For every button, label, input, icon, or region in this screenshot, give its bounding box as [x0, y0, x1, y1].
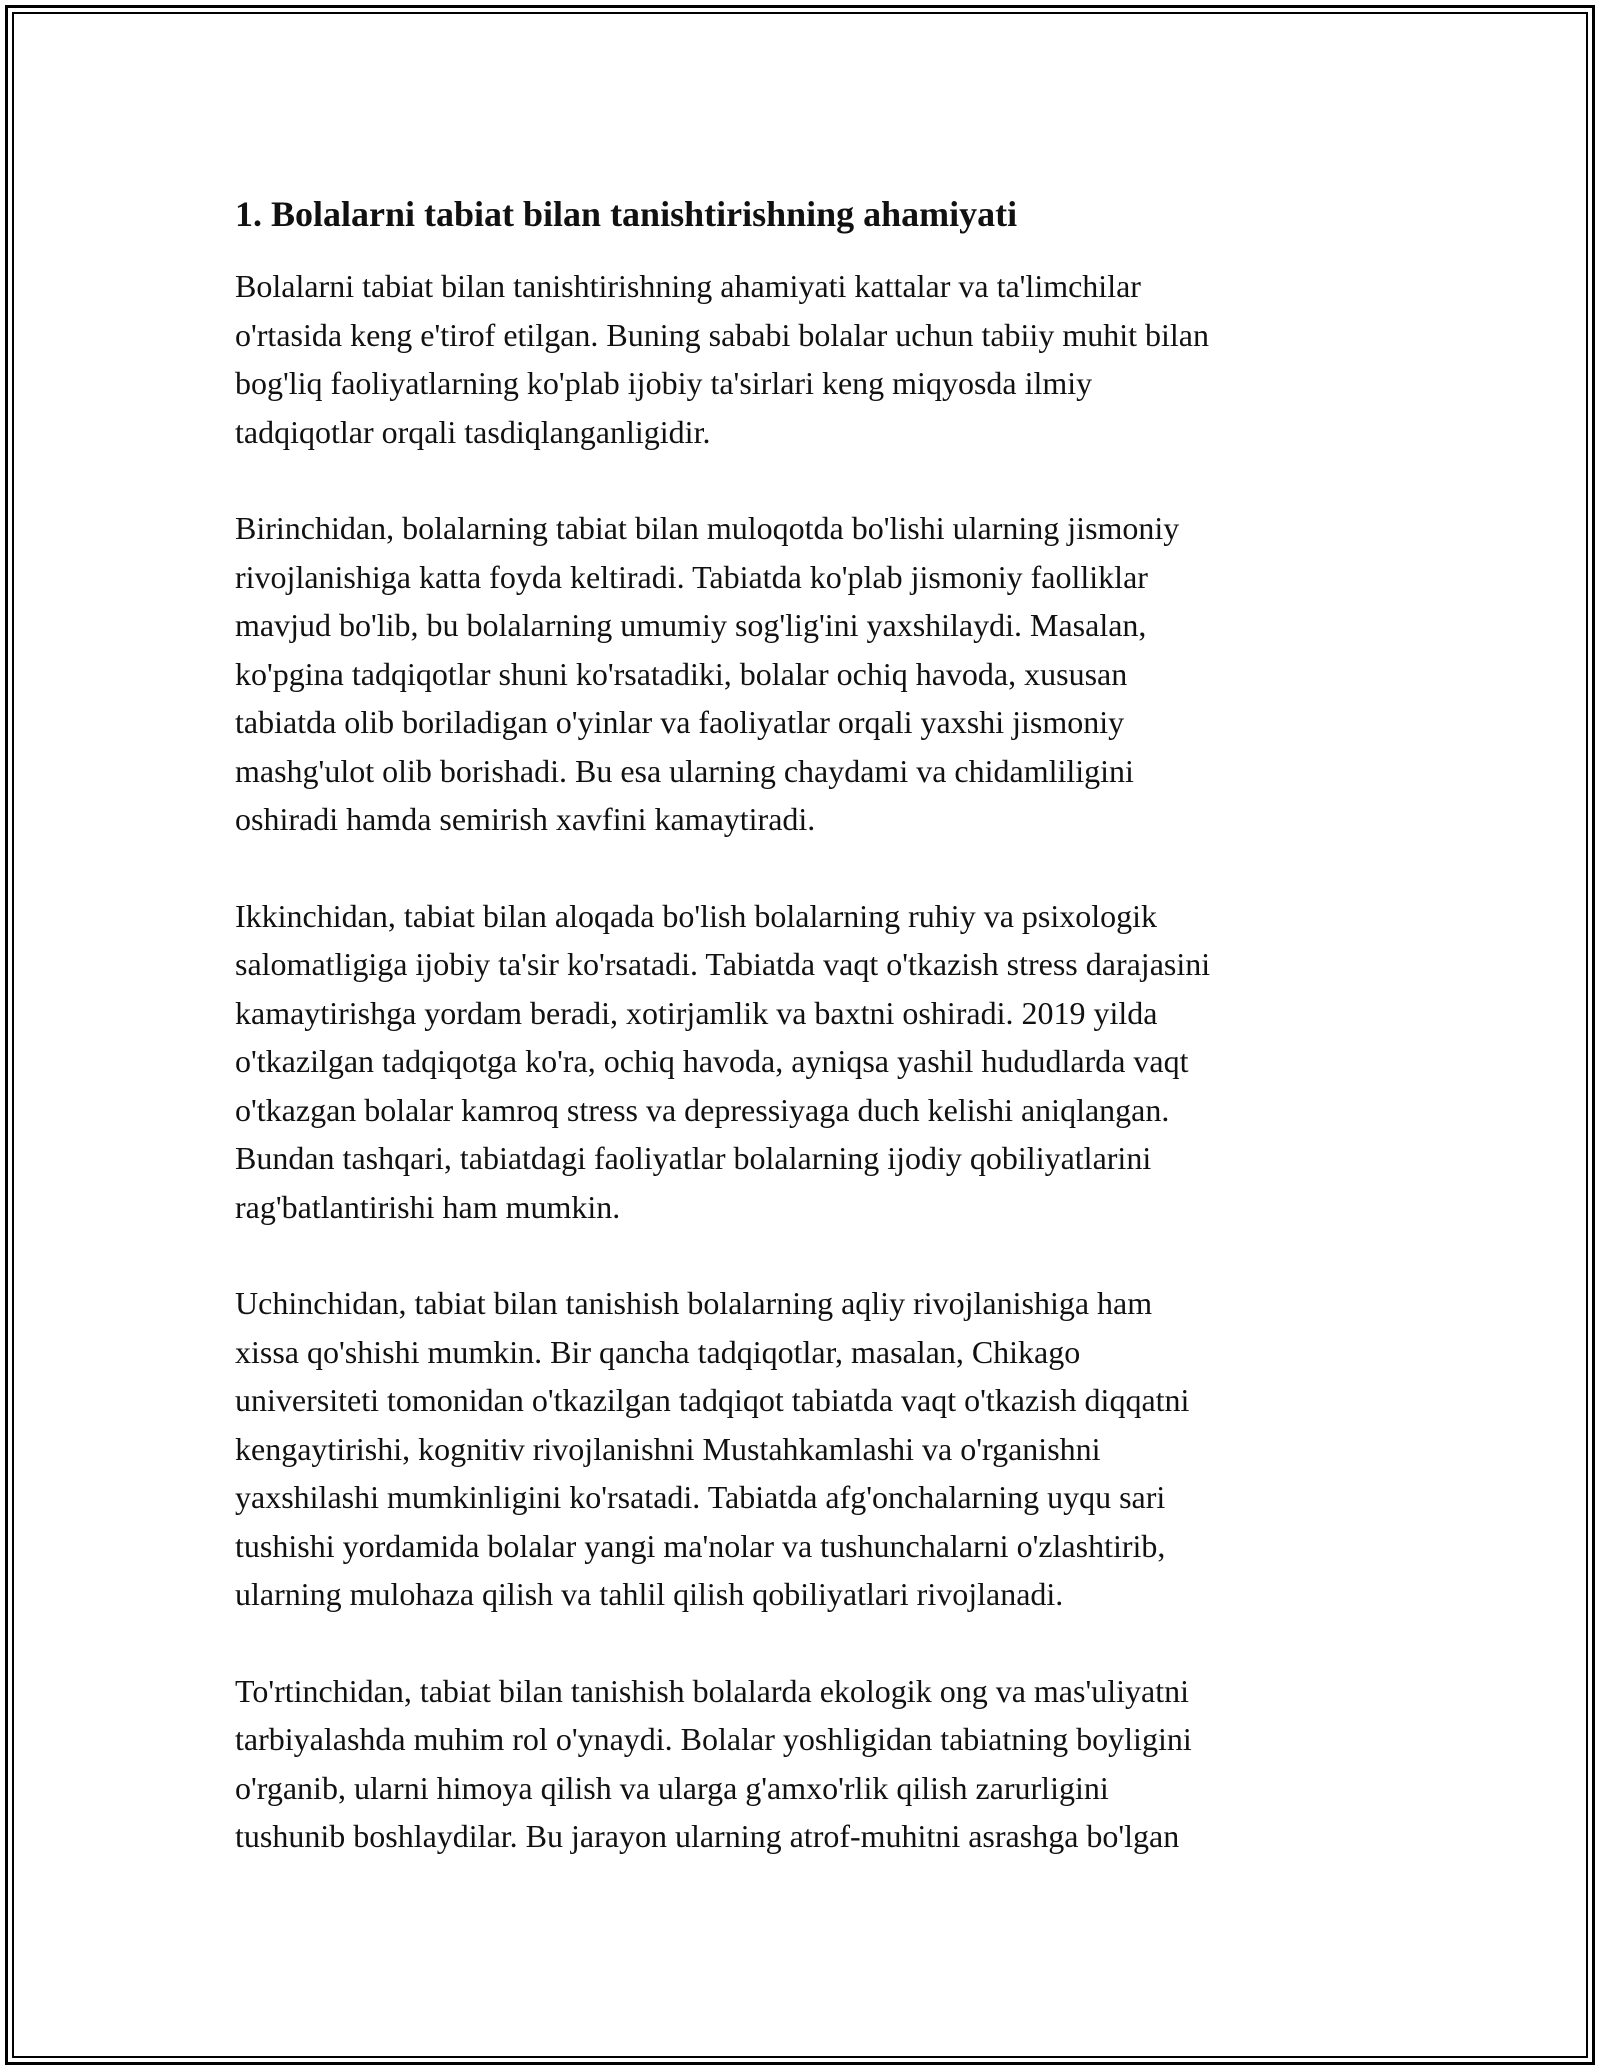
- paragraph-line: tabiatda olib boriladigan o'yinlar va faoliyatlar orqali yaxshi jismoniy: [235, 704, 1125, 740]
- paragraph-line: kamaytirishga yordam beradi, xotirjamlik va baxtni oshiradi. 2019 yilda: [235, 994, 1158, 1031]
- paragraph-line: mavjud bo'lib, bu bolalarning umumiy sog'lig'ini yaxshilaydi. Masalan,: [235, 607, 1147, 643]
- paragraph-line: o'tkazilgan tadqiqotga ko'ra, ochiq havoda, ayniqsa yashil hududlarda vaqt: [235, 1043, 1189, 1079]
- paragraph-line: ko'pgina tadqiqotlar shuni ko'rsatadiki, bolalar ochiq havoda, xususan: [235, 655, 1128, 692]
- paragraph-line: tushunib boshlaydilar. Bu jarayon ularning atrof-muhitni asrashga bo'lgan: [235, 1818, 1180, 1854]
- paragraph: [235, 504, 1365, 844]
- paragraph-spacer: [235, 1619, 1365, 1667]
- paragraph-spacer: [235, 844, 1365, 892]
- paragraph-line: universiteti tomonidan o'tkazilgan tadqiqot tabiatda vaqt o'tkazish diqqatni: [235, 1382, 1190, 1418]
- document-body: [235, 188, 1365, 1861]
- paragraph-line: ularning mulohaza qilish va tahlil qilish qobiliyatlari rivojlanadi.: [235, 1576, 1064, 1612]
- paragraph-line: Bolalarni tabiat bilan tanishtirishning ahamiyati kattalar va ta'limchilar: [235, 268, 1141, 304]
- paragraph: [235, 892, 1365, 1232]
- paragraph-line: o'tkazgan bolalar kamroq stress va depressiyaga duch kelishi aniqlangan.: [235, 1091, 1170, 1128]
- paragraph-line: Uchinchidan, tabiat bilan tanishish bolalarning aqliy rivojlanishiga ham: [235, 1285, 1153, 1321]
- paragraph-line: tushishi yordamida bolalar yangi ma'nolar va tushunchalarni o'zlashtirib,: [235, 1527, 1166, 1564]
- paragraph-line: rag'batlantirishi ham mumkin.: [235, 1188, 621, 1225]
- paragraph: [235, 262, 1365, 456]
- paragraph-line: yaxshilashi mumkinligini ko'rsatadi. Tabiatda afg'onchalarning uyqu sari: [235, 1479, 1166, 1515]
- paragraph-line: o'rtasida keng e'tirof etilgan. Buning sababi bolalar uchun tabiiy muhit bilan: [235, 316, 1209, 353]
- paragraph: [235, 1279, 1365, 1619]
- paragraph-line: tarbiyalashda muhim rol o'ynaydi. Bolalar yoshligidan tabiatning boyligini: [235, 1721, 1192, 1757]
- paragraph-spacer: [235, 1231, 1365, 1279]
- paragraph-line: o'rganib, ularni himoya qilish va ularga g'amxo'rlik qilish zarurligini: [235, 1769, 1109, 1806]
- paragraph-line: Ikkinchidan, tabiat bilan aloqada bo'lish bolalarning ruhiy va psixologik: [235, 897, 1158, 934]
- paragraph-line: kengaytirishi, kognitiv rivojlanishni Mustahkamlashi va o'rganishni: [235, 1430, 1101, 1467]
- paragraph-spacer: [235, 456, 1365, 504]
- paragraphs-container: [235, 262, 1365, 1861]
- section-heading: 1. Bolalarni tabiat bilan tanishtirishning ahamiyati: [235, 194, 1018, 234]
- paragraph-line: oshiradi hamda semirish xavfini kamaytiradi.: [235, 801, 816, 837]
- paragraph-line: tadqiqotlar orqali tasdiqlanganligidir.: [235, 413, 711, 450]
- paragraph-line: To'rtinchidan, tabiat bilan tanishish bolalarda ekologik ong va mas'uliyatni: [235, 1672, 1189, 1709]
- paragraph-line: Birinchidan, bolalarning tabiat bilan muloqotda bo'lishi ularning jismoniy: [235, 510, 1180, 546]
- paragraph: [235, 1667, 1365, 1861]
- paragraph-line: salomatligiga ijobiy ta'sir ko'rsatadi. Tabiatda vaqt o'tkazish stress darajasini: [235, 946, 1211, 982]
- paragraph-line: rivojlanishiga katta foyda keltiradi. Tabiatda ko'plab jismoniy faolliklar: [235, 558, 1148, 595]
- paragraph-line: bog'liq faoliyatlarning ko'plab ijobiy ta'sirlari keng miqyosda ilmiy: [235, 365, 1093, 401]
- paragraph-line: Bundan tashqari, tabiatdagi faoliyatlar bolalarning ijodiy qobiliyatlarini: [235, 1140, 1152, 1176]
- paragraph-line: xissa qo'shishi mumkin. Bir qancha tadqiqotlar, masalan, Chikago: [235, 1333, 1081, 1370]
- paragraph-line: mashg'ulot olib borishadi. Bu esa ularning chaydami va chidamliligini: [235, 752, 1134, 789]
